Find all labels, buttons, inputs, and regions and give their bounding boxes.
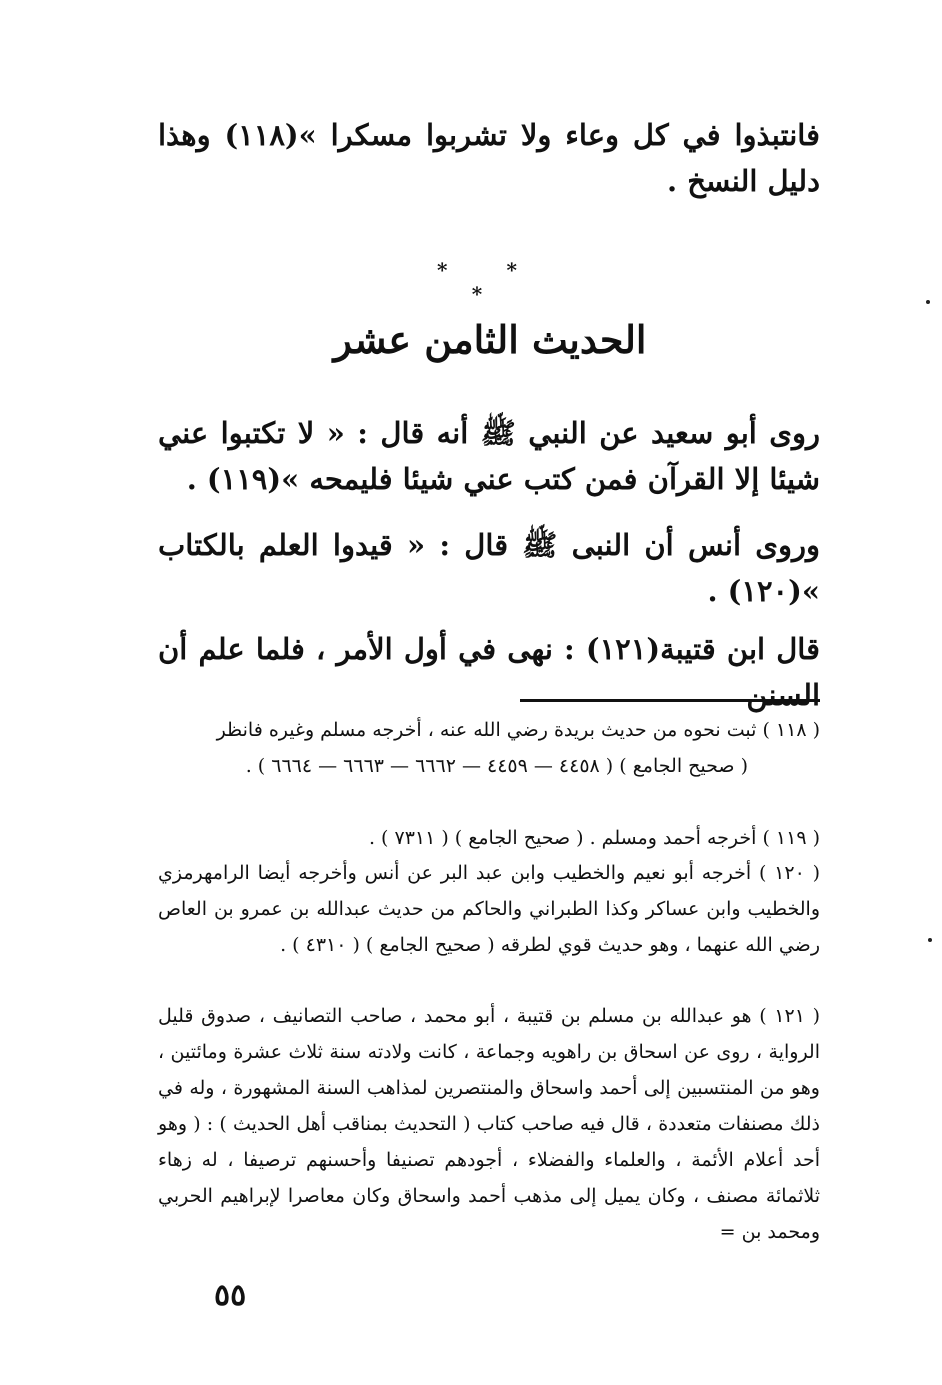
top-paragraph: فانتبذوا في كل وعاء ولا تشربوا مسكرا »(١١٨) وهذا دليل النسخ . bbox=[158, 118, 820, 198]
footnote-text: هو عبدالله بن مسلم بن قتيبة ، أبو محمد ، صاحب التصانيف ، صدوق قليل الرواية ، روى عن اسحاق بن راهويه وجماعة ، كانت ولادته سنة ثلاث عشرة ومائتين ، وهو من المنتسبين إلى أحمد واسحاق والمنتصرين لمذاهب السنة المشهورة ، وله في ذلك مصنفات متعددة ، قال فيه صاحب كتاب ( التحديث بمناقب أهل الحديث ) : ( وهو أحد أعلام الأئمة ، والعلماء والفضلاء ، أجودهم تصنيفا وأحسنهم ترصيفا ، له زهاء ثلاثمائة مصنف ، وكان يميل إلى مذهب أحمد واسحاق وكان معاصرا لإبراهيم الحربي ومحمد بن = bbox=[158, 1005, 820, 1243]
footnote-118 bbox=[158, 712, 820, 784]
footnote-121 bbox=[158, 998, 820, 1250]
footnote-number: ( ١٢١ ) bbox=[759, 1005, 820, 1027]
footnote-number: ( ١١٨ ) bbox=[762, 719, 820, 741]
footnote-120 bbox=[158, 855, 820, 963]
hadith-paragraph-1: روى أبو سعيد عن النبي ﷺ أنه قال : « لا تكتبوا عني شيئا إلا القرآن فمن كتب عني شيئا فليمحه »(١١٩) . bbox=[158, 416, 820, 496]
scan-speck bbox=[926, 300, 930, 304]
section-heading: الحديث الثامن عشر bbox=[333, 317, 647, 362]
section-separator: * * * bbox=[437, 258, 543, 306]
footnote-119 bbox=[158, 820, 820, 856]
commentary-paragraph: قال ابن قتيبة(١٢١) : نهى في أول الأمر ، فلما علم أن السنن bbox=[158, 632, 820, 712]
footnote-text: ثبت نحوه من حديث بريدة رضي الله عنه ، أخرجه مسلم وغيره فانظر bbox=[216, 719, 757, 741]
footnote-text: أخرجه أبو نعيم والخطيب وابن عبد البر عن أنس وأخرجه أيضا الرامهرمزي والخطيب وابن عساكر وكذا الطبراني والحاكم من حديث عبدالله بن عمرو بن العاص رضي الله عنهما ، وهو حديث قوي لطرقه ( صحيح الجامع ) ( ٤٣١٠ ) . bbox=[158, 862, 820, 956]
hadith-paragraph-2: وروى أنس أن النبى ﷺ قال : « قيدوا العلم بالكتاب »(١٢٠) . bbox=[158, 528, 820, 608]
scan-speck bbox=[928, 938, 932, 942]
footnote-text: أخرجه أحمد ومسلم . ( صحيح الجامع ) ( ٧٣١١ ) . bbox=[368, 827, 757, 849]
footnote-divider bbox=[520, 699, 820, 702]
footnote-number: ( ١١٩ ) bbox=[762, 827, 820, 849]
footnote-continuation: ( صحيح الجامع ) ( ٤٤٥٨ — ٤٤٥٩ — ٦٦٦٢ — ٦٦٦٣ — ٦٦٦٤ ) . bbox=[245, 755, 748, 777]
footnote-number: ( ١٢٠ ) bbox=[758, 862, 820, 884]
page-number: ٥٥ bbox=[214, 1278, 247, 1313]
